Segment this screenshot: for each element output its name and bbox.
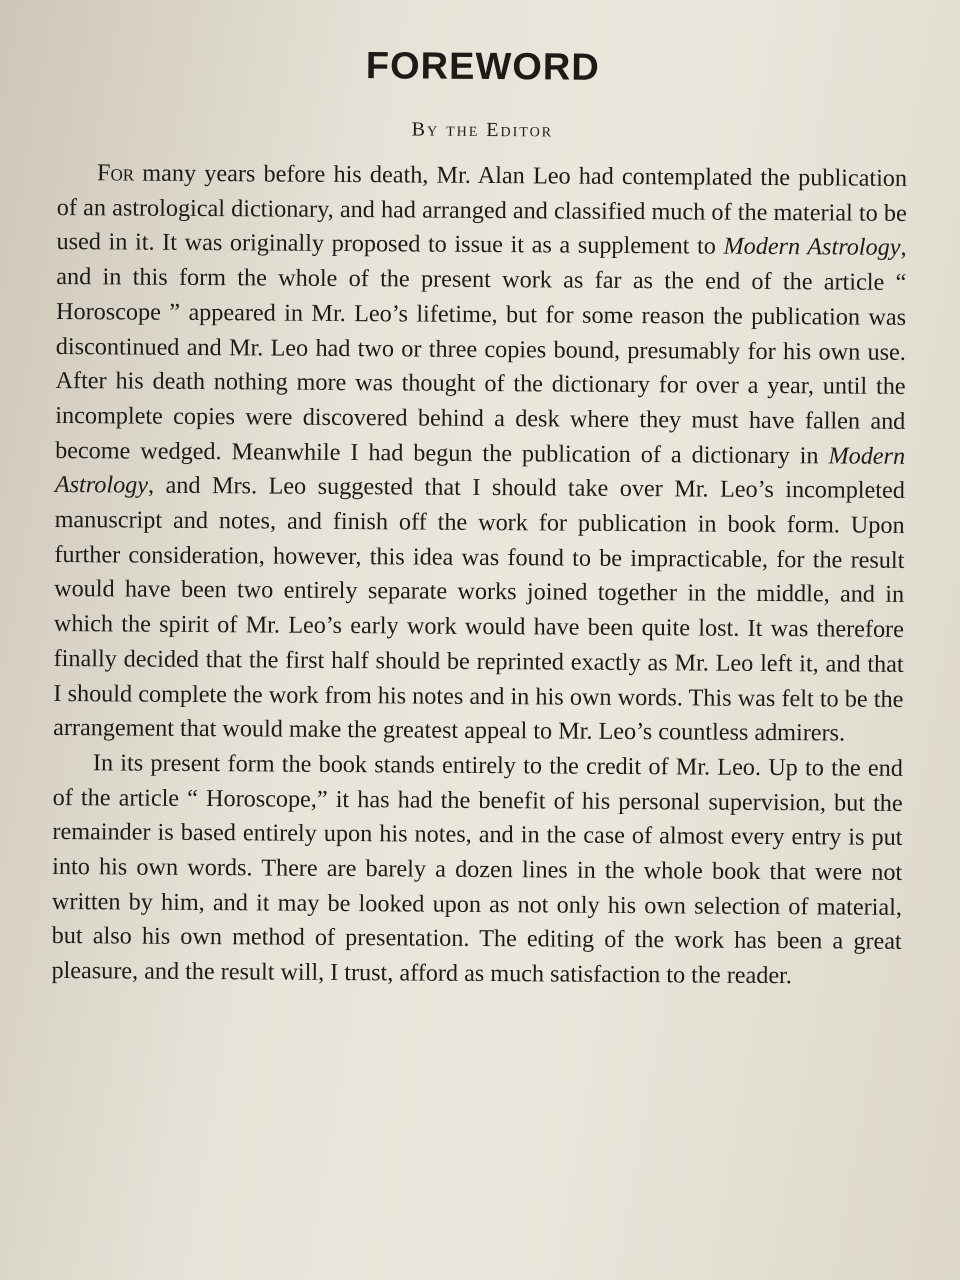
paragraph-1-segment-5: , and Mrs. Leo suggested that I should take over Mr. Leo’s incompleted manuscript and notes, and finish off the work for publication in book form. Upon further consideration, however, this idea was found to be impracticable, for the result would have been two entirely separate works joined together in the middle, and in which the spirit of Mr. Leo’s early work would have been quite lost. It was therefore finally decided that the first half should be reprinted exactly as Mr. Leo left it, and that I should complete the work from his notes and in his own words. This was felt to be the arrangement that would make the greatest appeal to Mr. Leo’s countless admirers. <box>53 471 905 747</box>
paragraph-1-title-italic-2: Modern Astrology <box>54 442 906 499</box>
paragraph-2 <box>51 746 903 995</box>
paragraph-2-segment-1: In its present form the book stands entirely to the credit of Mr. Leo. Up to the end of the article “ Horoscope,” it has had the benefit of his personal supervision, but the remainder is based entirely upon his notes, and in the case of almost every entry is put into his own words. There are barely a dozen lines in the whole book that were not written by him, and it may be looked upon as not only his own selection of material, but also his own method of presentation. The editing of the work has been a great pleasure, and the result will, I trust, afford as much satisfaction to the reader. <box>51 749 904 990</box>
byline: By the Editor <box>411 118 554 142</box>
foreword-body <box>51 156 907 995</box>
page-title: FOREWORD <box>365 45 600 89</box>
paragraph-1-title-italic-1: Modern Astrology <box>723 233 901 262</box>
book-page <box>49 38 907 1264</box>
paragraph-1-lead: For <box>96 159 135 187</box>
paragraph-1-segment-1: many years before his death, Mr. Alan Leo had contemplated the publication of an astrological dictionary, and had arranged and classified much of the material to be used in it. It was originally proposed to issue it as a supplement to <box>56 159 908 261</box>
paragraph-1 <box>53 156 907 752</box>
paragraph-1-segment-3: , and in this form the whole of the present work as far as the end of the article “ Horoscope ” appeared in Mr. Leo’s lifetime, but for some reason the publication was discontinued and Mr. Leo had two or three copies bound, presumably for his own use. After his death nothing more was thought of the dictionary for over a year, until the incomplete copies were discovered behind a desk where they must have fallen and become wedged. Meanwhile I had begun the publication of a dictionary in <box>55 234 907 470</box>
